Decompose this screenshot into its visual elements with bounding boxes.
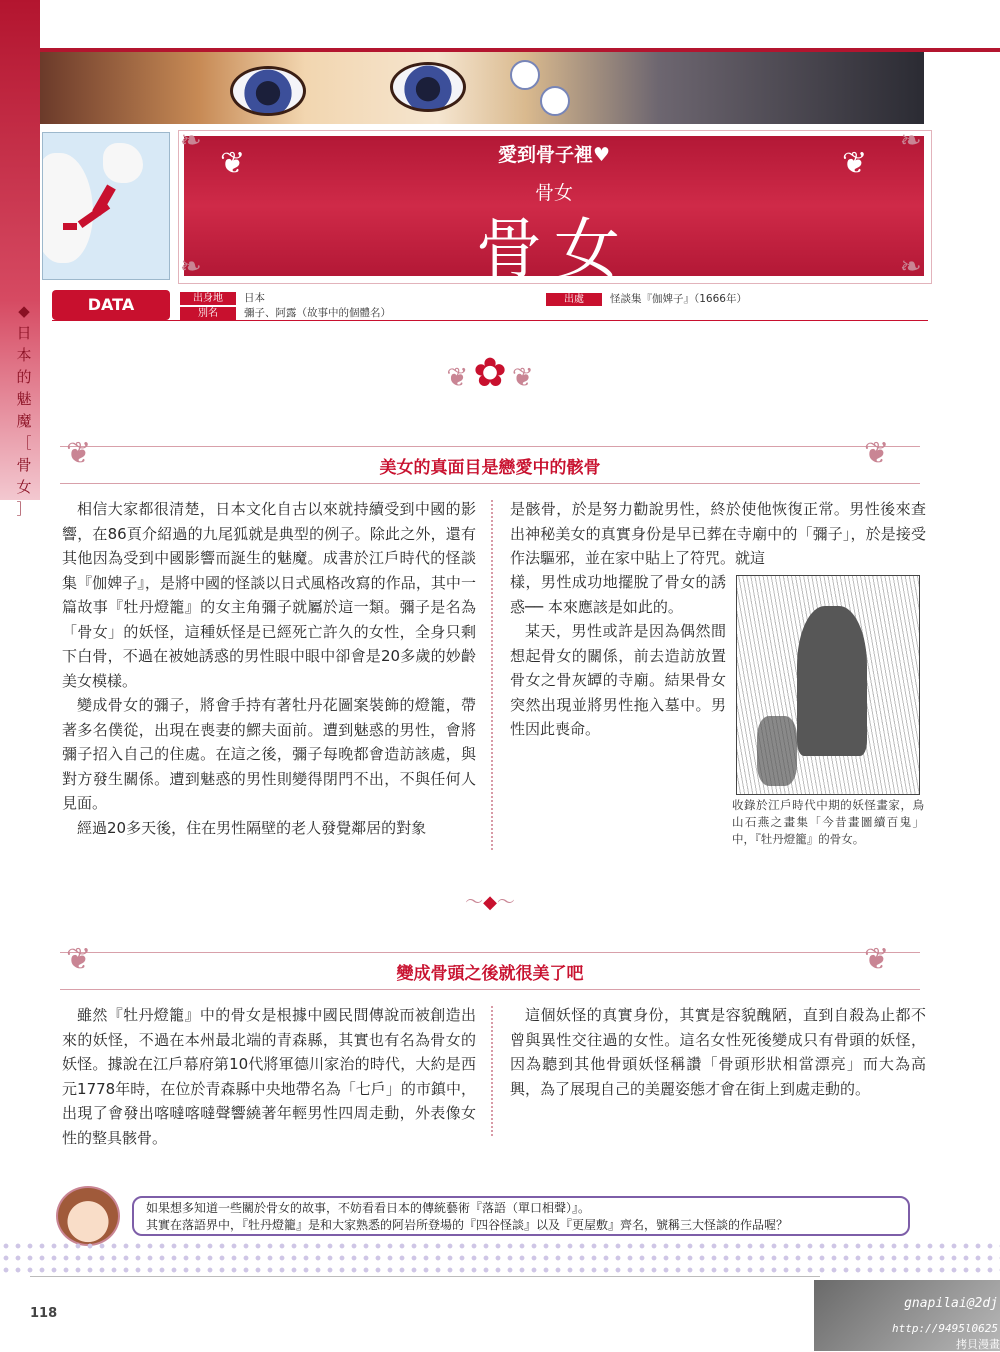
eye-left-illustration (230, 66, 306, 116)
scroll-ornament-left: ❦ (66, 436, 92, 471)
section-divider-ornament (430, 888, 550, 914)
woodcut-illustration (736, 575, 920, 795)
data-underline (52, 320, 928, 321)
corner-ornament: ❧ (900, 126, 922, 156)
section2-right-column: 這個妖怪的真實身份，其實是容貌醜陋，直到自殺為止都不曾與異性交往過的女性。這名女性死後變成只有骨頭的妖怪，因為聽到其他骨頭妖怪稱讚「骨頭形狀相當漂亮」而大為高興，為了展現自己的美麗姿態才會在街上到處走動的。 (510, 1006, 926, 1098)
floral-ornament (400, 350, 580, 410)
guide-character-avatar (56, 1186, 120, 1246)
tip-speech-bubble: 如果想多知道一些關於骨女的故事，不妨看看日本的傳統藝術『落語（單口相聲）』。 其實在落語界中，『牡丹燈籠』是和大家熟悉的阿岩所登場的『四谷怪談』以及『更屋敷』齊名，號稱三大怪談的作品喔？ (132, 1196, 910, 1236)
scroll-ornament-right: ～ (496, 892, 515, 913)
section2-left-column: 雖然『牡丹燈籠』中的骨女是根據中國民間傳說而被創造出來的妖怪，不過在本州最北端的青森縣，其實也有名為骨女的妖怪。據說在江戶幕府第10代將軍德川家治的時代，大約是西元1778年時，在位於青森縣中央地帶名為「七戶」的市鎮中，出現了會發出喀噠喀噠聲響繞著年輕男性四周走動，外表像女性的整具骸骨。 (62, 1006, 476, 1147)
source-value: 怪談集『伽婢子』（1666年） (610, 293, 747, 305)
japan-location-map (42, 132, 170, 280)
origin-value: 日本 (244, 292, 265, 304)
illustration-caption: 收錄於江戶時代中期的妖怪畫家，鳥山石燕之畫集「今昔畫圖續百鬼」中，『牡丹燈籠』的骨女。 (732, 798, 924, 846)
data-tab: DATA (52, 290, 170, 320)
scroll-ornament-right: ❦ (511, 363, 534, 393)
creature-name-small: 骨女 (534, 182, 573, 204)
eye-right-illustration (390, 62, 466, 112)
alias-label: 別名 (180, 307, 236, 320)
section1-right-column: 樣，男性成功地擺脫了骨女的誘惑── 本來應該是如此的。 某天，男性或許是因為偶然間想起骨女的關係，前去造訪放置骨女之骨灰罈的寺廟。結果骨女突然出現並將男性拖入墓中。男性因此喪命。 (510, 573, 726, 738)
section-title: 變成骨頭之後就很美了吧 (396, 964, 584, 984)
column-divider (491, 1006, 493, 1136)
section-title: 美女的真面目是戀愛中的骸骨 (379, 458, 601, 478)
map-japan-highlight (63, 223, 77, 230)
scroll-ornament-left: ～ (465, 892, 484, 913)
hair-flower-illustration (540, 86, 570, 116)
scroll-ornament-right: ❦ (842, 146, 868, 181)
page-number: 118 (30, 1306, 58, 1321)
banner-illustration (40, 52, 924, 124)
corner-ornament: ❧ (900, 252, 922, 282)
scroll-ornament-left: ❦ (446, 363, 469, 393)
section1-left-column: 相信大家都很清楚，日本文化自古以來就持續受到中國的影響，在86頁介紹過的九尾狐就是典型的例子。除此之外，還有其他因為受到中國影響而誕生的魅魔。成書於江戶時代的怪談集『伽婢子』，是將中國的怪談以日式風格改寫的作品，其中一篇故事『牡丹燈籠』的女主角彌子就屬於這一類。彌子是名為「骨女」的妖怪，這種妖怪是已經死亡許久的女性，全身只剩下白骨，不過在被她誘惑的男性眼中眼中卻會是20多歲的妙齡美女模樣。 變成骨女的彌子，將會手持有著牡丹花圖案裝飾的燈籠，帶著多名僕從，出現在喪妻的鰥夫面前。遭到魅惑的男性，會將彌子招入自己的住處。在這之後，彌子每晚都會造訪該處，與對方發生關係。遭到魅惑的男性則變得閉門不出，不與任何人見面。 經過20多天後，住在男性隔壁的老人發覺鄰居的對象 (62, 500, 476, 837)
corner-ornament: ❧ (180, 252, 202, 282)
section1-right-column-top: 是骸骨，於是努力勸說男性，終於使他恢復正常。男性後來查出神秘美女的真實身份是早已葬在寺廟中的「彌子」，於是接受作法驅邪，並在家中貼上了符咒。就這 (510, 500, 926, 567)
sakura-flower-icon: ✿ (473, 350, 507, 396)
scroll-ornament-left: ❦ (66, 942, 92, 977)
creature-name: 骨女 (476, 211, 632, 288)
origin-label: 出身地 (180, 292, 236, 305)
map-continent (42, 153, 93, 263)
scroll-ornament-left: ❦ (220, 146, 246, 181)
figure-silhouette (757, 716, 797, 786)
tree-silhouette (797, 606, 867, 756)
source-label: 出處 (546, 293, 602, 306)
hair-flower-illustration (510, 60, 540, 90)
diamond-icon: ◆ (483, 892, 497, 913)
alias-value: 彌子、阿露（故事中的個體名） (244, 307, 391, 319)
watermark-text: gnapilai@2dj (904, 1296, 998, 1311)
scroll-ornament-right: ❦ (864, 436, 890, 471)
map-island (103, 143, 143, 183)
column-divider (491, 500, 493, 850)
footer-rule (30, 1276, 820, 1277)
corner-ornament: ❧ (180, 126, 202, 156)
dotted-band (0, 1240, 1000, 1274)
side-chapter-tab: ◆ 日 本 的 魅 魔 ［ 骨 女 ］ (16, 302, 32, 518)
watermark-url: http://9495l0625 (892, 1322, 998, 1335)
watermark-site: 拷貝漫畫 (956, 1338, 1000, 1351)
scroll-ornament-right: ❦ (864, 942, 890, 977)
creature-subtitle: 愛到骨子裡♥ (497, 144, 611, 166)
